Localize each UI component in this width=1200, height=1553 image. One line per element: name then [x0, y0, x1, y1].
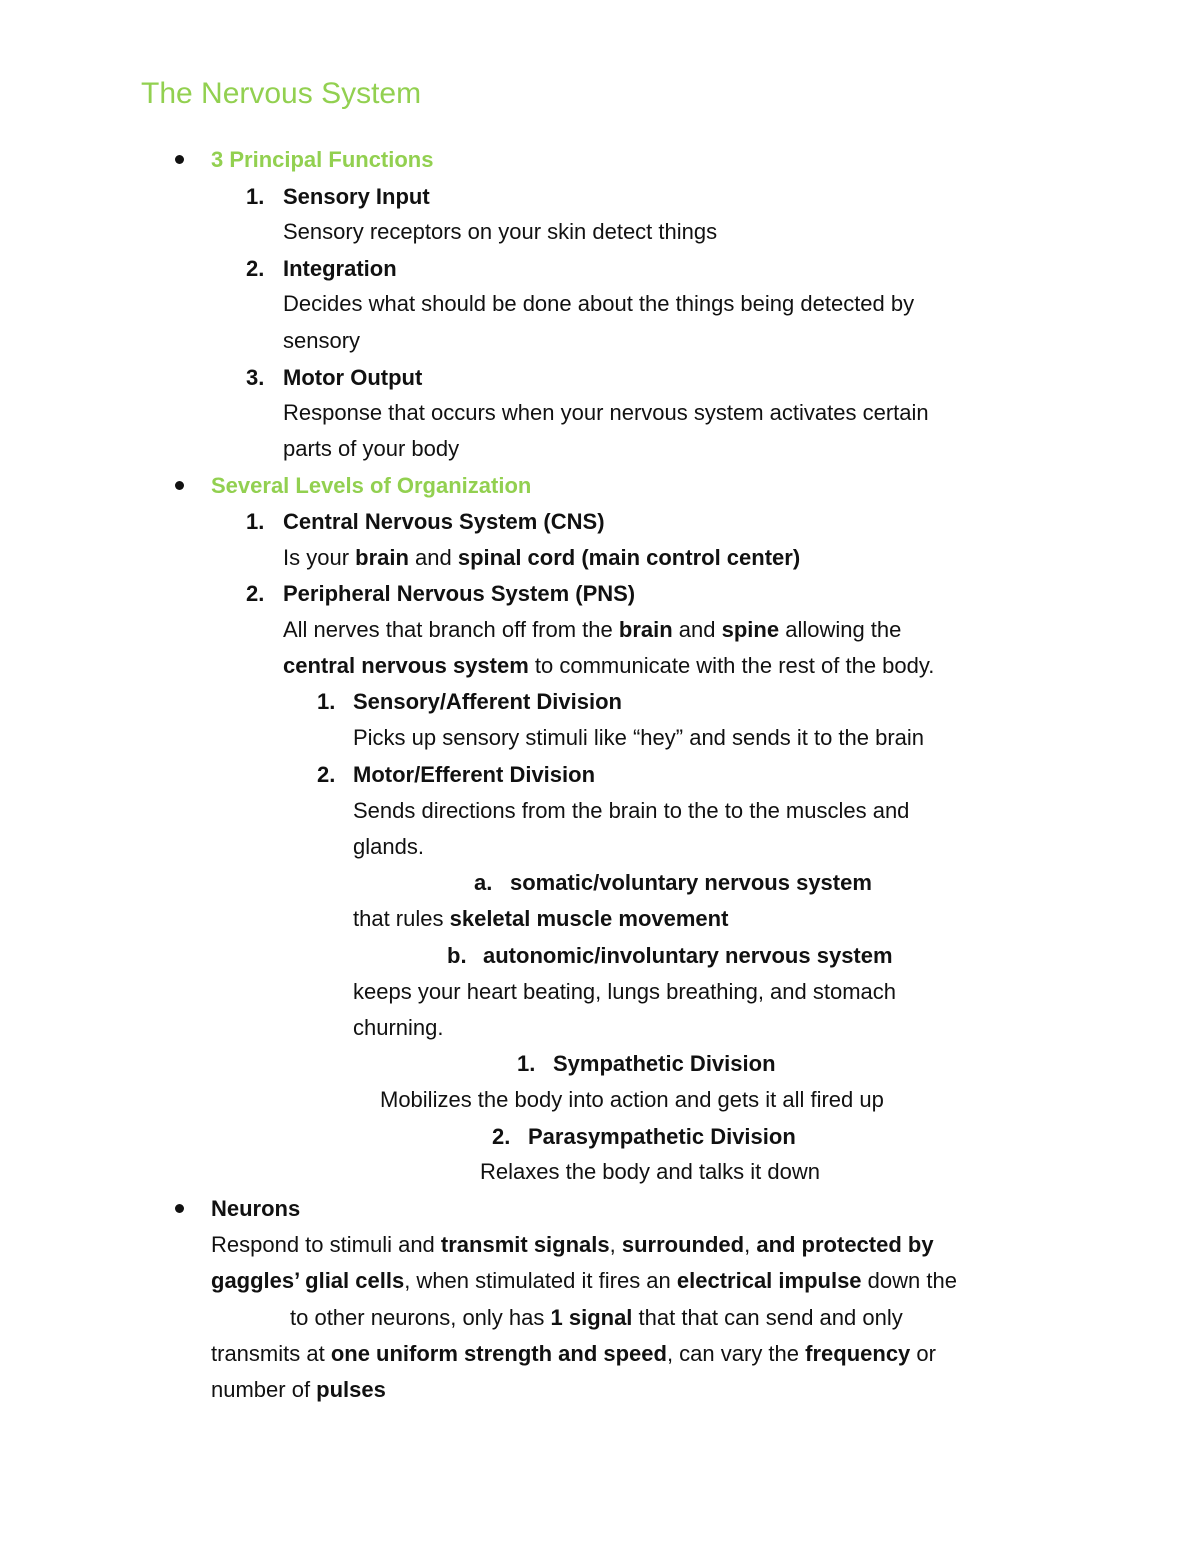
list-number: 1.	[246, 509, 265, 534]
list-number: 3.	[246, 365, 265, 390]
bullet-dot	[175, 1204, 184, 1213]
list-letter: b.	[447, 943, 467, 968]
item-label-somatic: somatic/voluntary nervous system	[510, 870, 872, 895]
item-label-autonomic: autonomic/involuntary nervous system	[483, 943, 893, 968]
section-heading-levels: Several Levels of Organization	[211, 473, 532, 498]
item-text: Sensory receptors on your skin detect things	[283, 219, 718, 244]
list-number: 2.	[492, 1124, 511, 1149]
item-label-parasympathetic: Parasympathetic Division	[528, 1124, 796, 1149]
list-number: 2.	[317, 762, 336, 787]
section-heading-neurons: Neurons	[211, 1196, 301, 1221]
item-label-sensory-division: Sensory/Afferent Division	[353, 689, 622, 714]
list-number: 2.	[246, 256, 265, 281]
item-text: central nervous system to communicate with the rest of the body.	[283, 653, 935, 678]
list-number: 2.	[246, 581, 265, 606]
item-text: Sends directions from the brain to the to the muscles and	[353, 798, 910, 823]
item-label-motor-division: Motor/Efferent Division	[353, 762, 596, 787]
list-letter: a.	[474, 870, 493, 895]
paragraph-line: gaggles’ glial cells, when stimulated it fires an electrical impulse down the	[211, 1268, 957, 1293]
item-text: that rules skeletal muscle movement	[353, 906, 729, 931]
item-label-pns: Peripheral Nervous System (PNS)	[283, 581, 636, 606]
item-text: Response that occurs when your nervous system activates certain	[283, 400, 929, 425]
list-number: 1.	[317, 689, 336, 714]
page-title: The Nervous System	[141, 77, 422, 110]
paragraph-line: to other neurons, only has 1 signal that that can send and only	[290, 1305, 903, 1330]
bullet-dot	[175, 481, 184, 490]
item-text: sensory	[283, 328, 361, 353]
paragraph-line: Respond to stimuli and transmit signals, surrounded, and protected by	[211, 1232, 934, 1257]
paragraph-line: transmits at one uniform strength and speed, can vary the frequency or	[211, 1341, 936, 1366]
item-label-sympathetic: Sympathetic Division	[553, 1051, 776, 1076]
item-text: glands.	[353, 834, 424, 859]
item-text: All nerves that branch off from the brain and spine allowing the	[283, 617, 902, 642]
list-number: 1.	[246, 184, 265, 209]
item-text: parts of your body	[283, 436, 460, 461]
list-number: 1.	[517, 1051, 536, 1076]
bullet-dot	[175, 155, 184, 164]
item-label-motor-output: Motor Output	[283, 365, 423, 390]
item-text: churning.	[353, 1015, 444, 1040]
item-text: Relaxes the body and talks it down	[480, 1159, 820, 1184]
item-label-integration: Integration	[283, 256, 397, 281]
item-text: Is your brain and spinal cord (main control center)	[283, 545, 801, 570]
item-label-cns: Central Nervous System (CNS)	[283, 509, 605, 534]
item-text: keeps your heart beating, lungs breathing, and stomach	[353, 979, 897, 1004]
paragraph-line: number of pulses	[211, 1377, 386, 1402]
item-text: Mobilizes the body into action and gets it all fired up	[380, 1087, 884, 1112]
item-label-sensory-input: Sensory Input	[283, 184, 430, 209]
item-text: Picks up sensory stimuli like “hey” and sends it to the brain	[353, 725, 925, 750]
section-heading-principal-functions: 3 Principal Functions	[211, 147, 434, 172]
item-text: Decides what should be done about the things being detected by	[283, 291, 915, 316]
